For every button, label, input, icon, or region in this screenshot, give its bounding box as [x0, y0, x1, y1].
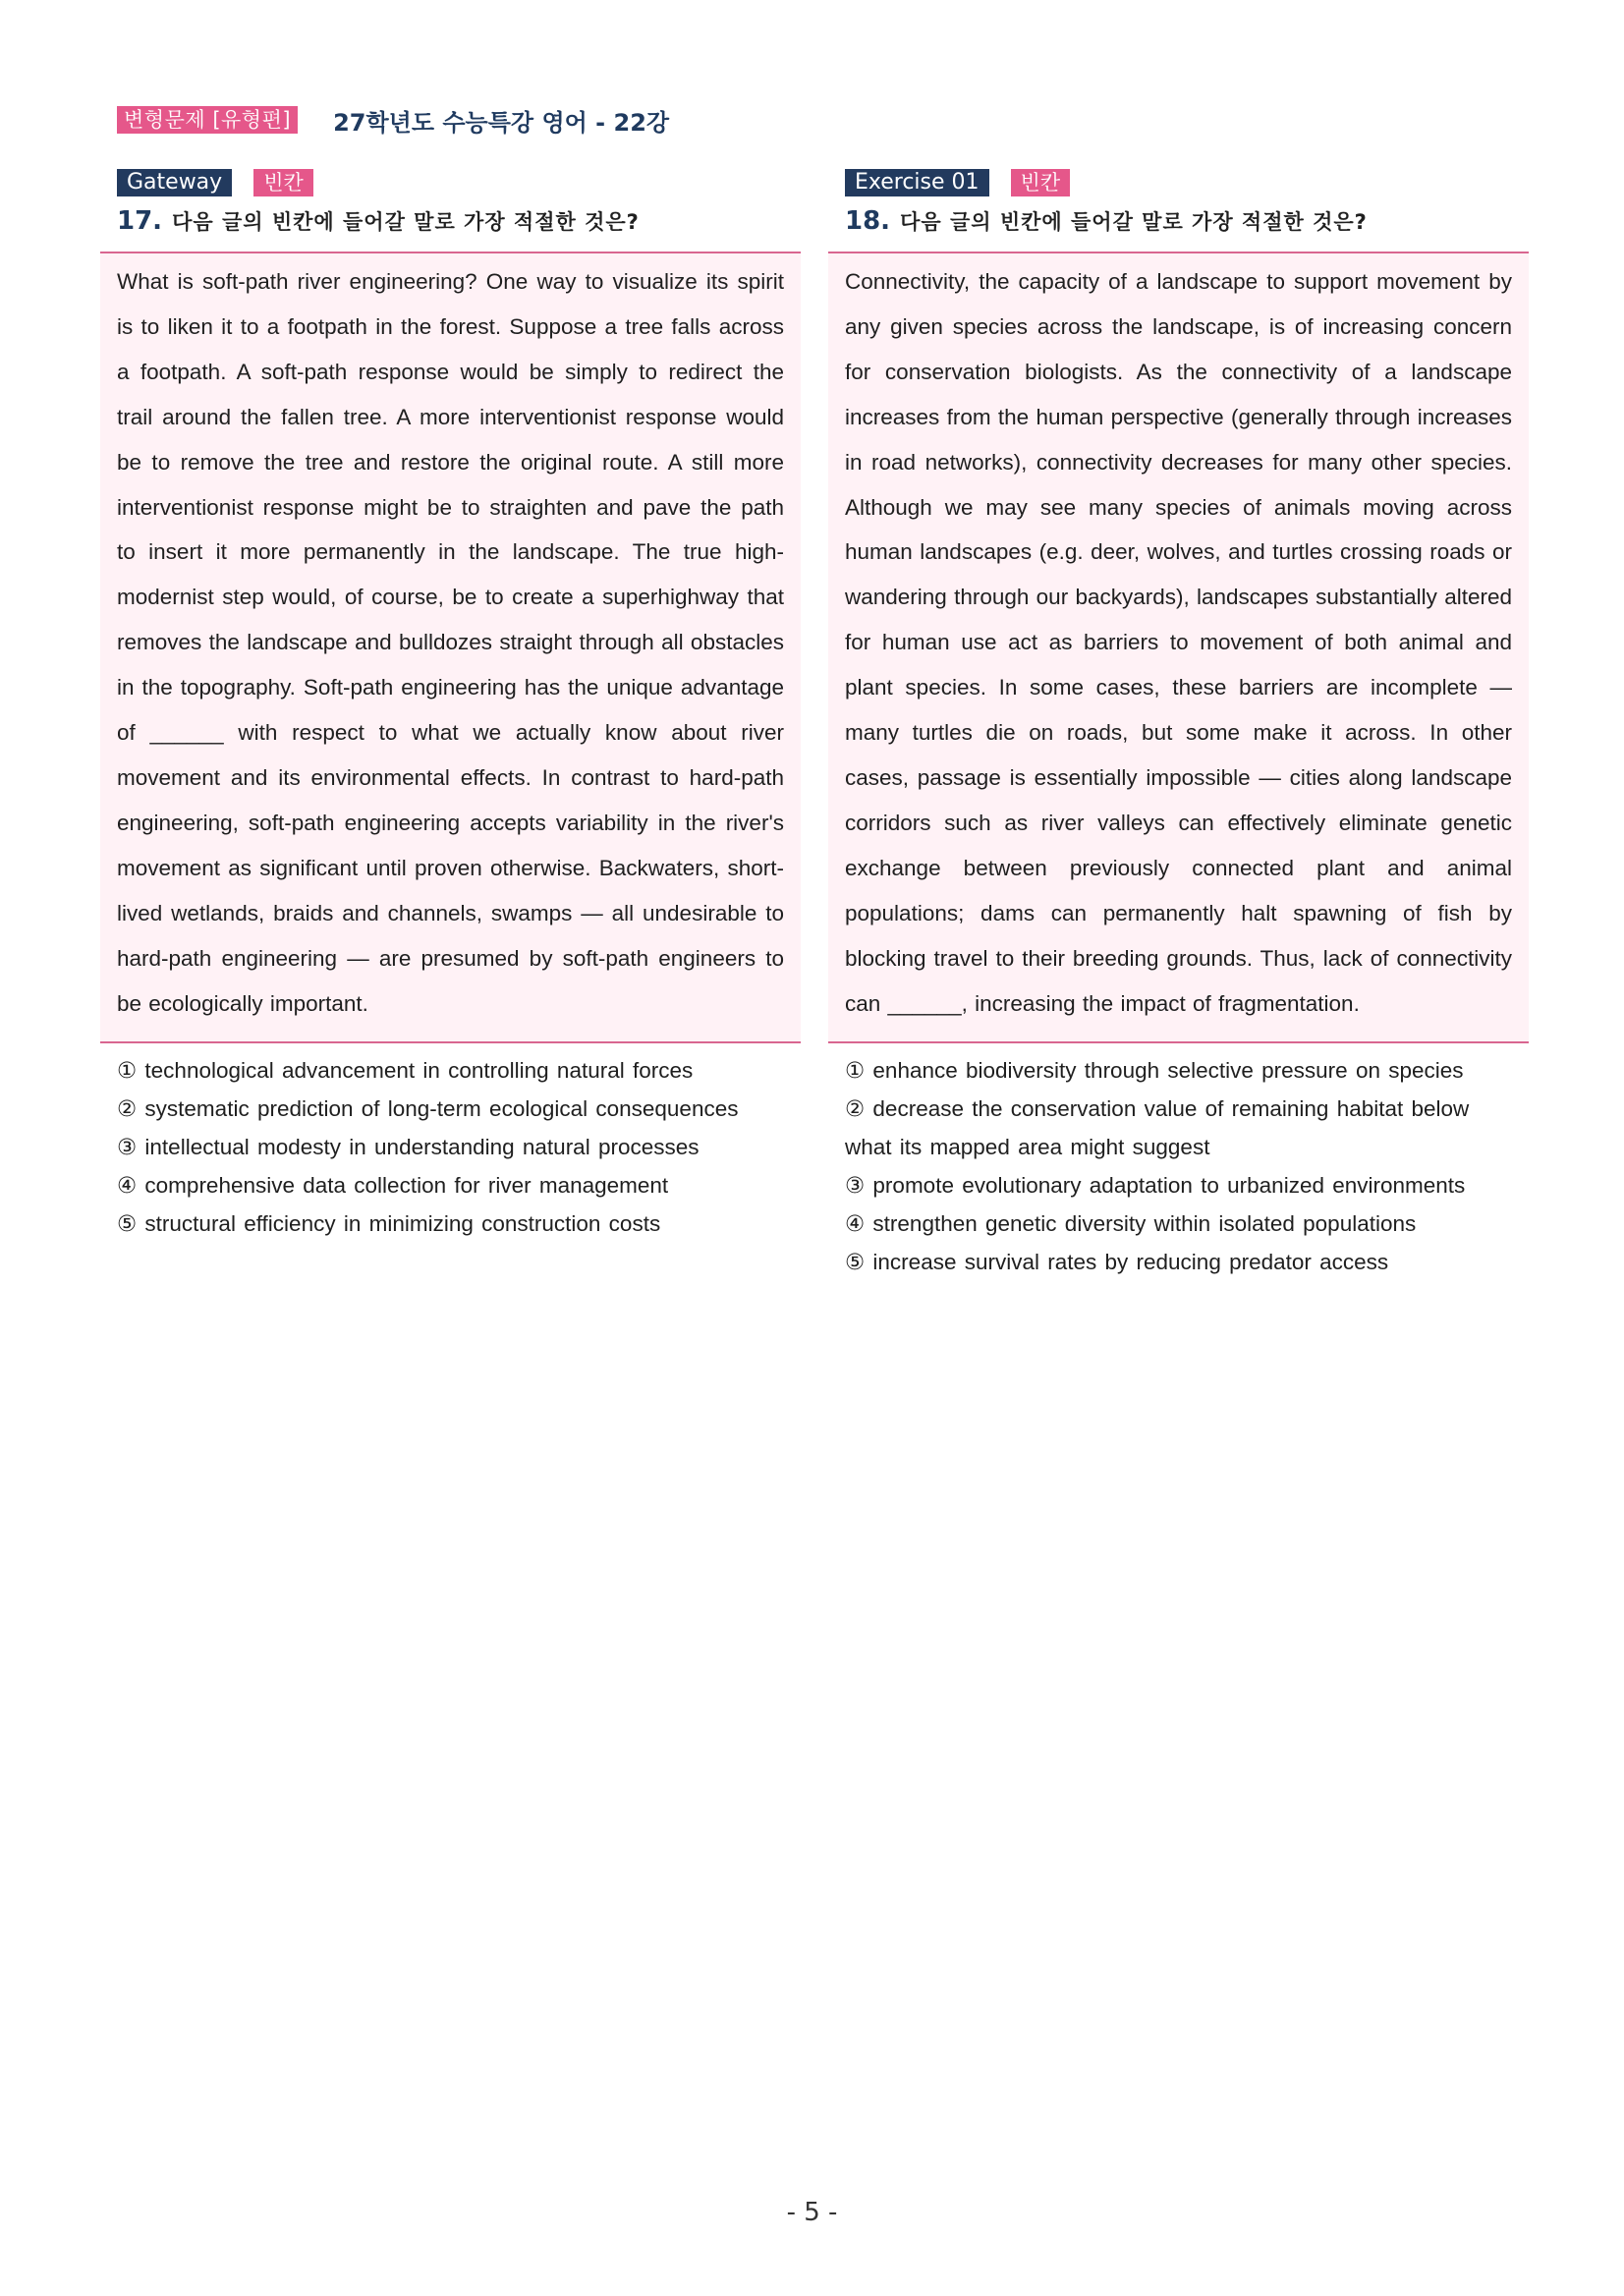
question-text: 다음 글의 빈칸에 들어갈 말로 가장 적절한 것은? — [900, 210, 1368, 234]
question-18-column — [828, 169, 1529, 1281]
choice-3[interactable]: ③ intellectual modesty in understanding natural processes — [117, 1135, 700, 1160]
passage-text: Connectivity, the capacity of a landscape to support movement by any given species across the landscape, is of increasing concern for conservation biologists. As the connectivity of a landscape increases from the human perspective (generally through increases in road networks), connectivity decreases for many other species. Although we may see many species of animals moving across human landscapes (e.g. deer, wolves, and turtles crossing roads or wandering through our backyards), landscapes substantially altered for human use act as barriers to movement of both animal and plant species. In some cases, these barriers are incomplete — many turtles die on roads, but some make it across. In other cases, passage is essentially impossible — cities along landscape corridors such as river valleys can effectively eliminate genetic exchange between previously connected plant and animal populations; dams can permanently halt spawning of fish by blocking travel to their breeding grounds. Thus, lack of connectivity can ______, increasing the impact of fragmentation. — [845, 269, 1512, 1016]
choice-5[interactable]: ⑤ increase survival rates by reducing predator access — [845, 1250, 1389, 1275]
document-title: 27학년도 수능특강 영어 - 22강 — [333, 108, 670, 137]
choice-2[interactable]: ② decrease the conservation value of remaining habitat below what its mapped area might suggest — [845, 1096, 1470, 1160]
choice-2[interactable]: ② systematic prediction of long-term ecological consequences — [117, 1096, 739, 1122]
passage-text: What is soft-path river engineering? One way to visualize its spirit is to liken it to a footpath in the forest. Suppose a tree falls across a footpath. A soft-path response would be simply to redirect the trail around the fallen tree. A more interventionist response would be to remove the tree and restore the original route. A still more interventionist response might be to straighten and pave the path to insert it more permanently in the landscape. The true high-modernist step would, of course, be to create a superhighway that removes the landscape and bulldozes straight through all obstacles in the topography. Soft-path engineering has the unique advantage of ______ with respect to what we actually know about river movement and its environmental effects. In contrast to hard-path engineering, soft-path engineering accepts variability in the river's movement as significant until proven otherwise. Backwaters, short-lived wetlands, braids and channels, swamps — all undesirable to hard-path engineering — are presumed by soft-path engineers to be ecologically important. — [117, 269, 784, 1016]
source-tag: Gateway — [117, 169, 232, 196]
question-number: 18. — [845, 206, 891, 236]
choice-3[interactable]: ③ promote evolutionary adaptation to urbanized environments — [845, 1173, 1466, 1199]
passage-box — [100, 252, 801, 1043]
choice-4[interactable]: ④ comprehensive data collection for river management — [117, 1173, 669, 1199]
question-type-tag: 빈칸 — [1011, 169, 1071, 196]
question-17-column — [100, 169, 801, 1243]
choice-1[interactable]: ① technological advancement in controlling natural forces — [117, 1058, 694, 1084]
choice-1[interactable]: ① enhance biodiversity through selective pressure on species — [845, 1058, 1464, 1084]
question-prompt — [845, 206, 1529, 240]
passage-box — [828, 252, 1529, 1043]
choice-4[interactable]: ④ strengthen genetic diversity within isolated populations — [845, 1211, 1417, 1237]
question-text: 다음 글의 빈칸에 들어갈 말로 가장 적절한 것은? — [172, 210, 640, 234]
answer-choices — [100, 1051, 801, 1243]
choice-5[interactable]: ⑤ structural efficiency in minimizing construction costs — [117, 1211, 661, 1237]
question-tags — [117, 169, 801, 196]
source-tag: Exercise 01 — [845, 169, 989, 196]
page-header — [117, 105, 669, 135]
type-badge: 변형문제 [유형편] — [117, 106, 298, 134]
question-tags — [845, 169, 1529, 196]
question-prompt — [117, 206, 801, 240]
question-number: 17. — [117, 206, 163, 236]
question-type-tag: 빈칸 — [253, 169, 313, 196]
answer-choices — [828, 1051, 1529, 1281]
page-number: - 5 - — [786, 2198, 838, 2227]
